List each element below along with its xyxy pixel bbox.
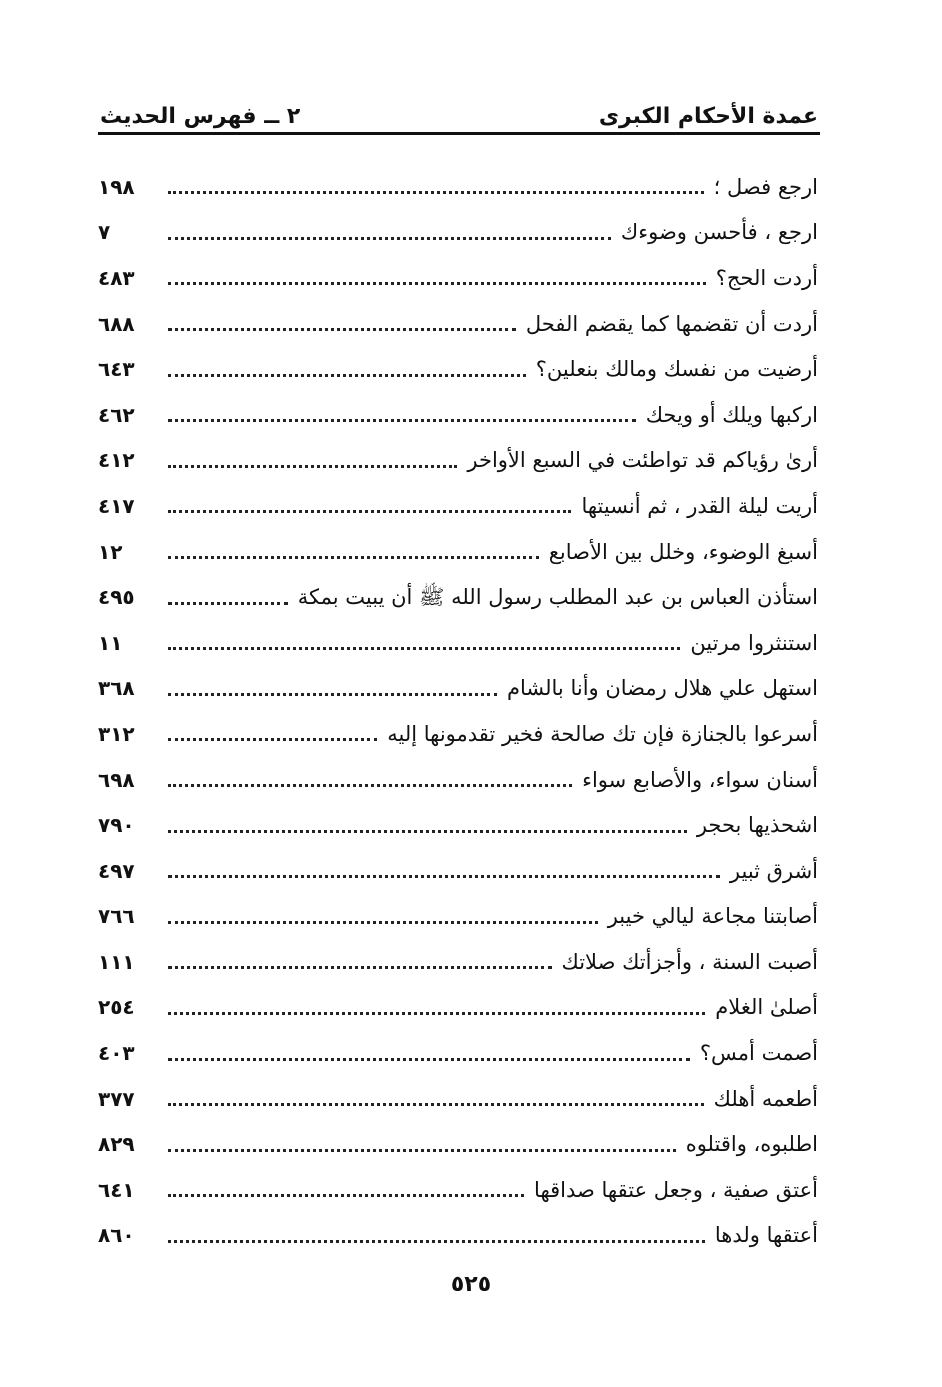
index-entry <box>98 529 818 575</box>
page-ref: ١١١ <box>98 949 135 974</box>
hadith-text: أشرق ثبير <box>729 858 818 883</box>
index-entry <box>98 802 818 848</box>
dot-leader <box>168 738 377 741</box>
page-ref: ٤٩٧ <box>98 858 135 883</box>
dot-leader <box>168 1240 705 1243</box>
index-entry <box>98 1213 818 1259</box>
index-entry <box>98 985 818 1031</box>
index-entry <box>98 894 818 940</box>
dot-leader <box>168 191 704 194</box>
book-title: عمدة الأحكام الكبرى <box>598 104 818 129</box>
index-entry <box>98 574 818 620</box>
page-ref: ٤٨٣ <box>98 265 135 290</box>
index-list <box>98 164 818 1258</box>
index-entry <box>98 620 818 666</box>
index-entry <box>98 210 818 256</box>
dot-leader <box>168 966 552 969</box>
hadith-text: أصلىٰ الغلام <box>715 995 818 1020</box>
page-ref: ٢٥٤ <box>98 995 135 1020</box>
page-ref: ٨٦٠ <box>98 1223 135 1248</box>
page-ref: ٦٩٨ <box>98 767 135 792</box>
page-number: ٥٢٥ <box>450 1272 492 1297</box>
page-ref: ٣٦٨ <box>98 676 135 701</box>
hadith-text: أصمت أمس؟ <box>699 1041 818 1066</box>
hadith-text: ارجع فصل ؛ <box>713 174 818 199</box>
dot-leader <box>168 830 687 833</box>
dot-leader <box>168 465 457 468</box>
hadith-text: اشحذيها بحجر <box>696 813 818 838</box>
page-ref: ١٢ <box>98 539 123 564</box>
dot-leader <box>168 1194 524 1197</box>
page-ref: ٦٤٣ <box>98 357 135 382</box>
hadith-text: أعتق صفية ، وجعل عتقها صداقها <box>534 1177 818 1202</box>
dot-leader <box>168 1012 705 1015</box>
index-entry <box>98 939 818 985</box>
dot-leader <box>168 602 288 605</box>
hadith-text: أرىٰ رؤياكم قد تواطئت في السبع الأواخر <box>467 448 818 473</box>
index-entry <box>98 1167 818 1213</box>
page-ref: ٧٦٦ <box>98 904 135 929</box>
page-ref: ٤٩٥ <box>98 585 135 610</box>
page-ref: ٣٧٧ <box>98 1086 135 1111</box>
dot-leader <box>168 647 680 650</box>
index-entry <box>98 301 818 347</box>
index-entry <box>98 757 818 803</box>
hadith-text: أريت ليلة القدر ، ثم أنسيتها <box>581 493 818 518</box>
page-ref: ٤١٧ <box>98 493 135 518</box>
dot-leader <box>168 693 497 696</box>
page-ref: ٦٤١ <box>98 1177 135 1202</box>
index-entry <box>98 438 818 484</box>
dot-leader <box>168 510 571 513</box>
header-rule <box>98 132 820 135</box>
dot-leader <box>168 374 526 377</box>
index-entry <box>98 848 818 894</box>
index-entry <box>98 666 818 712</box>
page-ref: ٧ <box>98 220 111 245</box>
dot-leader <box>168 1058 690 1061</box>
page-ref: ٣١٢ <box>98 721 135 746</box>
hadith-text: ارجع ، فأحسن وضوءك <box>620 220 818 245</box>
hadith-text: أردت أن تقضمها كما يقضم الفحل <box>525 311 818 336</box>
hadith-text: أعتقها ولدها <box>714 1223 818 1248</box>
page-ref: ٨٢٩ <box>98 1132 135 1157</box>
page-ref: ٤١٢ <box>98 448 135 473</box>
index-entry <box>98 1030 818 1076</box>
dot-leader <box>168 556 539 559</box>
hadith-text: اركبها ويلك أو ويحك <box>645 402 818 427</box>
page-ref: ٦٨٨ <box>98 311 135 336</box>
running-header <box>100 96 818 132</box>
hadith-text: أصابتنا مجاعة ليالي خيبر <box>607 904 818 929</box>
dot-leader <box>168 1149 676 1152</box>
index-entry <box>98 711 818 757</box>
hadith-text: استنثروا مرتين <box>690 630 818 655</box>
index-entry <box>98 164 818 210</box>
hadith-text: أسرعوا بالجنازة فإن تك صالحة فخير تقدمونها إليه <box>387 721 818 746</box>
dot-leader <box>168 875 720 878</box>
page-ref: ١٩٨ <box>98 174 135 199</box>
section-title: ٢ ــ فهرس الحديث <box>100 104 301 129</box>
index-entry <box>98 483 818 529</box>
hadith-text: أسبغ الوضوء، وخلل بين الأصابع <box>548 539 818 564</box>
dot-leader <box>168 1103 704 1106</box>
index-entry <box>98 346 818 392</box>
index-entry <box>98 255 818 301</box>
hadith-text: اطلبوه، واقتلوه <box>685 1132 818 1157</box>
dot-leader <box>168 282 706 285</box>
hadith-text: أصبت السنة ، وأجزأتك صلاتك <box>561 949 818 974</box>
page-ref: ٤٠٣ <box>98 1041 135 1066</box>
page-ref: ٧٩٠ <box>98 813 135 838</box>
hadith-text: أسنان سواء، والأصابع سواء <box>582 767 818 792</box>
hadith-text: أطعمه أهلك <box>713 1086 818 1111</box>
hadith-text: استهل علي هلال رمضان وأنا بالشام <box>507 676 818 701</box>
index-entry <box>98 1121 818 1167</box>
page-ref: ١١ <box>98 630 123 655</box>
dot-leader <box>168 328 516 331</box>
hadith-text: أردت الحج؟ <box>715 265 818 290</box>
index-entry <box>98 1076 818 1122</box>
hadith-text: أرضيت من نفسك ومالك بنعلين؟ <box>535 357 818 382</box>
dot-leader <box>168 921 598 924</box>
dot-leader <box>168 237 611 240</box>
hadith-text: استأذن العباس بن عبد المطلب رسول الله ﷺ أن يبيت بمكة <box>297 585 818 610</box>
dot-leader <box>168 419 636 422</box>
page-ref: ٤٦٢ <box>98 402 135 427</box>
index-entry <box>98 392 818 438</box>
dot-leader <box>168 784 572 787</box>
